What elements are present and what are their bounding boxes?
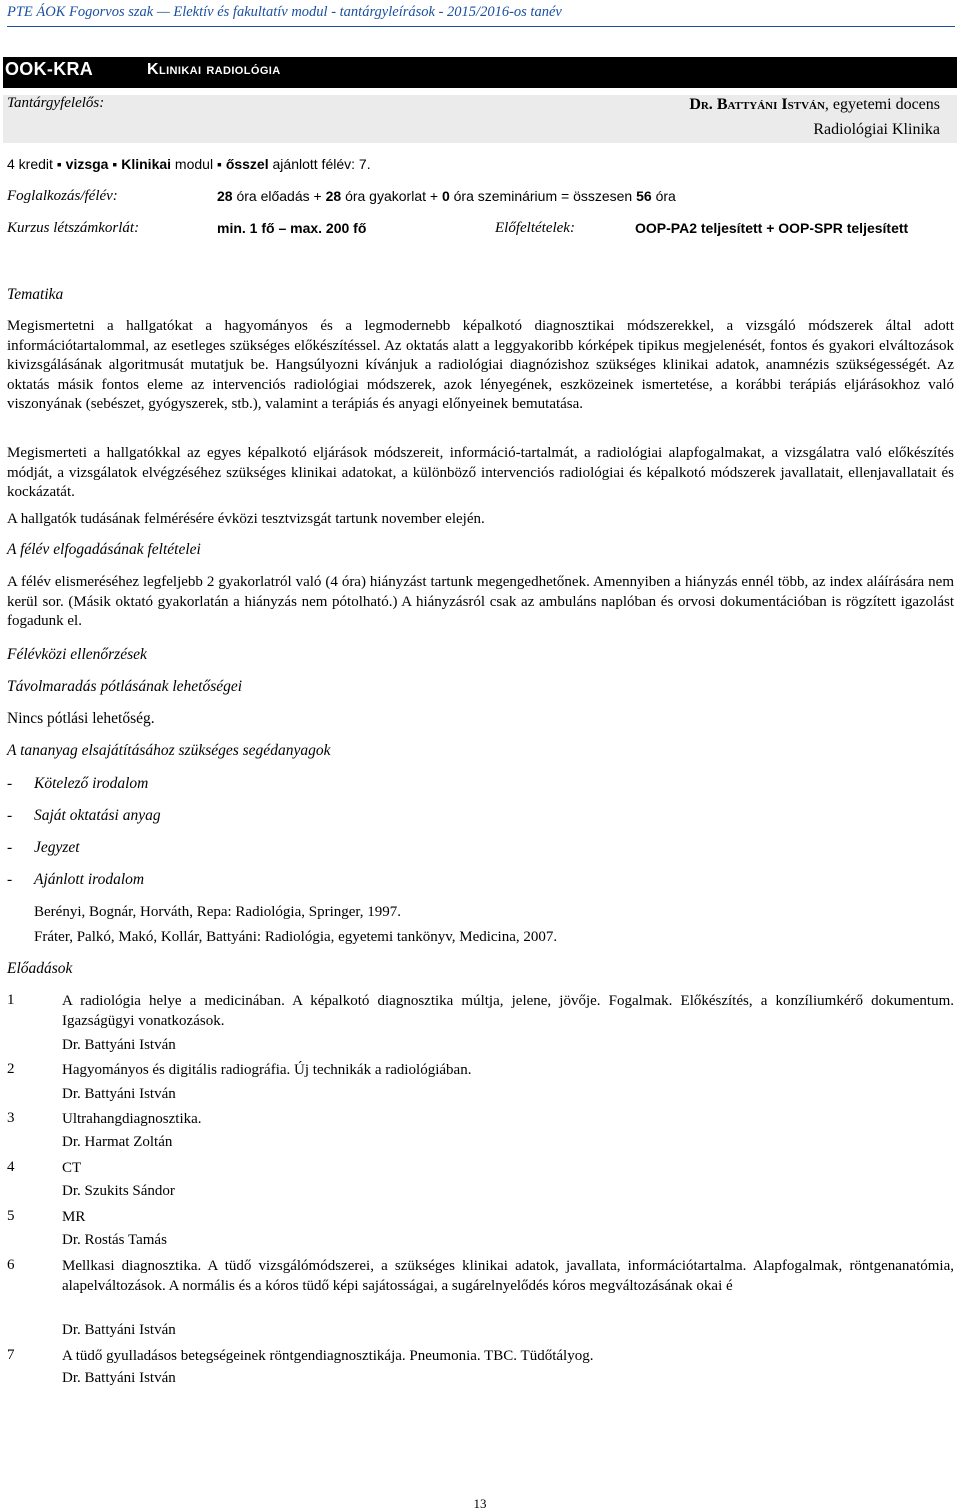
materials-item-label: Ajánlott irodalom — [34, 871, 145, 888]
lecture-lecturer: Dr. Rostás Tamás — [62, 1232, 167, 1248]
total-text: óra — [655, 188, 676, 204]
dash-icon: - — [7, 839, 13, 856]
instructor-position: , egyetemi docens — [824, 96, 940, 113]
lecture-number: 7 — [7, 1347, 15, 1363]
lecture-lecturer: Dr. Battyáni István — [62, 1322, 176, 1338]
module-name: Klinikai — [121, 156, 172, 172]
separator-icon: ▪ — [216, 156, 222, 172]
workload-value — [217, 188, 676, 204]
materials-item-label: Saját oktatási anyag — [34, 807, 161, 824]
lecture-number: 2 — [7, 1061, 15, 1077]
instructor-department: Radiológiai Klinika — [813, 121, 940, 138]
enrollment-value: min. 1 fő – max. 200 fő — [217, 220, 367, 236]
reference-item: Berényi, Bognár, Horváth, Repa: Radiológia, Springer, 1997. — [34, 904, 402, 920]
instructor-name — [689, 96, 940, 114]
makeup-heading: Távolmaradás pótlásának lehetőségei — [7, 678, 243, 695]
practice-hours: 28 — [325, 188, 342, 204]
instructor-title: Dr. — [689, 96, 713, 113]
course-code: OOK-KRA — [5, 59, 94, 79]
makeup-text: Nincs pótlási lehetőség. — [7, 710, 155, 727]
header-rule — [7, 26, 955, 27]
semester-value: ősszel — [225, 156, 269, 172]
tematika-paragraph-1 — [7, 317, 954, 415]
lecture-number: 3 — [7, 1110, 15, 1126]
total-hours: 56 — [636, 188, 652, 204]
recommended-semester: ajánlott félév: 7. — [272, 156, 371, 172]
responsible-label: Tantárgyfelelős: — [7, 95, 105, 111]
lecture-topic: Ultrahangdiagnosztika. — [62, 1111, 202, 1127]
lecture-topic: CT — [62, 1160, 82, 1176]
page-number: 13 — [473, 1496, 487, 1511]
seminar-hours: 0 — [441, 188, 450, 204]
tematika-p1-part-b: Az oktatás alatt a leggyakoribb kórképek tipikus megjelenését, fontos és gyakori elváltozások kivizsgálásának algoritmusát mutatjuk be. — [7, 337, 954, 373]
instructor-fullname: Battyáni István — [716, 96, 825, 113]
materials-item — [7, 807, 161, 825]
acceptance-heading: A félév elfogadásának feltételei — [7, 541, 201, 558]
lecture-topic: Mellkasi diagnosztika. A tüdő vizsgálómódszerei, a szükséges klinikai adatok, javallata, információtartalma. Alapfogalmak, röntgenanatómia, alapelváltozások. A normális és a kóros tüdő képi sajátosságai, a sugárelnyelődés kóros megváltozásának okai é — [62, 1258, 954, 1294]
materials-item — [7, 775, 148, 793]
lecture-topic: MR — [62, 1209, 86, 1225]
acceptance-text: A félév elismeréséhez legfeljebb 2 gyakorlatról való (4 óra) hiányzást tartunk megengedhetőnek. Amennyiben a hiányzás ennél több, az index aláírására nem kerül sor. (Másik oktató gyakorlatán a hiányzás nem pótolható.) A hiányzásról csak az ambuláns naplóban és orvosi dokumentációban is rögzített igazolást fogadunk el. — [7, 574, 954, 629]
lecture-number: 4 — [7, 1159, 15, 1175]
dash-icon: - — [7, 807, 13, 824]
tematika-paragraph-3: A hallgatók tudásának felmérésére évközi tesztvizsgát tartunk november elején. — [7, 511, 485, 527]
separator-icon: ▪ — [56, 156, 62, 172]
course-meta-line — [7, 156, 371, 172]
lecture-lecturer: Dr. Harmat Zoltán — [62, 1134, 173, 1150]
credit-value: 4 kredit — [7, 156, 53, 172]
course-name: Klinikai radiológia — [147, 61, 281, 78]
prerequisites-value: OOP-PA2 teljesített + OOP-SPR teljesített — [635, 220, 909, 236]
seminar-text: óra szeminárium = összesen — [453, 188, 633, 204]
lecture-lecturer: Dr. Battyáni István — [62, 1086, 176, 1102]
materials-item-label: Jegyzet — [34, 839, 80, 856]
module-suffix: modul — [174, 156, 214, 172]
lecture-number: 6 — [7, 1257, 15, 1273]
lecture-number: 1 — [7, 992, 15, 1008]
lectures-heading: Előadások — [7, 960, 73, 977]
dash-icon: - — [7, 775, 13, 792]
materials-item-label: Kötelező irodalom — [34, 775, 149, 792]
tematika-paragraph-2: Megismerteti a hallgatókkal az egyes képalkotó eljárások módszereit, információ-tartalmát, a radiológiai alapfogalmakat, a vizsgálatra való előkészítés módját, a vizsgálatok elvégzéséhez szükséges klinikai adatokat, a különböző intervenciós radiológiai és képalkotó módszerek javallatait, ellenjavallatait és kockázatát. — [7, 445, 954, 500]
lecture-topic: A radiológia helye a medicinában. A képalkotó diagnosztika múltja, jelene, jövője. Fogalmak. Előkészítés, a konzíliumkérő dokumentum. Igazságügyi vonatkozások. — [62, 993, 954, 1029]
midterm-heading: Félévközi ellenőrzések — [7, 646, 147, 663]
dash-icon: - — [7, 871, 13, 888]
tematika-p1-part-c: Hangsúlyozni kívánjuk a radiológiai diagnózishoz szükséges klinikai adatok, anamnézis szükségességét. — [268, 357, 931, 373]
enrollment-label: Kurzus létszámkorlát: — [7, 220, 140, 236]
practice-text: óra gyakorlat + — [345, 188, 439, 204]
reference-item: Fráter, Palkó, Makó, Kollár, Battyáni: Radiológia, egyetemi tankönyv, Medicina, 2007. — [34, 929, 558, 945]
materials-item — [7, 871, 144, 889]
lecture-lecturer: Dr. Szukits Sándor — [62, 1183, 175, 1199]
lecture-lecturer: Dr. Battyáni István — [62, 1037, 176, 1053]
lecture-text: óra előadás + — [236, 188, 322, 204]
lecture-number: 5 — [7, 1208, 15, 1224]
lecture-topic: A tüdő gyulladásos betegségeinek röntgendiagnosztikája. Pneumonia. TBC. Tüdőtályog. — [62, 1348, 594, 1364]
lecture-topic: Hagyományos és digitális radiográfia. Új technikák a radiológiában. — [62, 1062, 472, 1078]
tematika-p1-part-d: Az oktatás másik fontos eleme az intervenciós radiológiai módszerek, azok lényegének, eszközeinek ismertetése, a korábbi terápiás eljárásokhoz való viszonyának (sebészet, gyógyszerek, stb.), valamint a terápiás és anyagi előnyeinek bemutatása. — [7, 357, 954, 412]
lecture-hours: 28 — [217, 188, 233, 204]
exam-type: vizsga — [65, 156, 109, 172]
tematika-heading: Tematika — [7, 286, 64, 303]
lecture-lecturer: Dr. Battyáni István — [62, 1370, 176, 1386]
materials-item — [7, 839, 80, 857]
running-header: PTE ÁOK Fogorvos szak — Elektív és fakultatív modul - tantárgyleírások - 2015/2016-os tanév — [7, 4, 562, 20]
tematika-p1-part-a: Megismertetni a hallgatókat a hagyományos és a legmodernebb képalkotó diagnosztikai módszerekkel, a vizsgáló módszerek által adott információtartalommal, az esetleges szükséges előkészítéssel. — [7, 318, 954, 354]
workload-label: Foglalkozás/félév: — [7, 188, 118, 204]
materials-heading: A tananyag elsajátításához szükséges segédanyagok — [7, 742, 331, 759]
separator-icon: ▪ — [112, 156, 118, 172]
prerequisites-label: Előfeltételek: — [495, 220, 575, 236]
